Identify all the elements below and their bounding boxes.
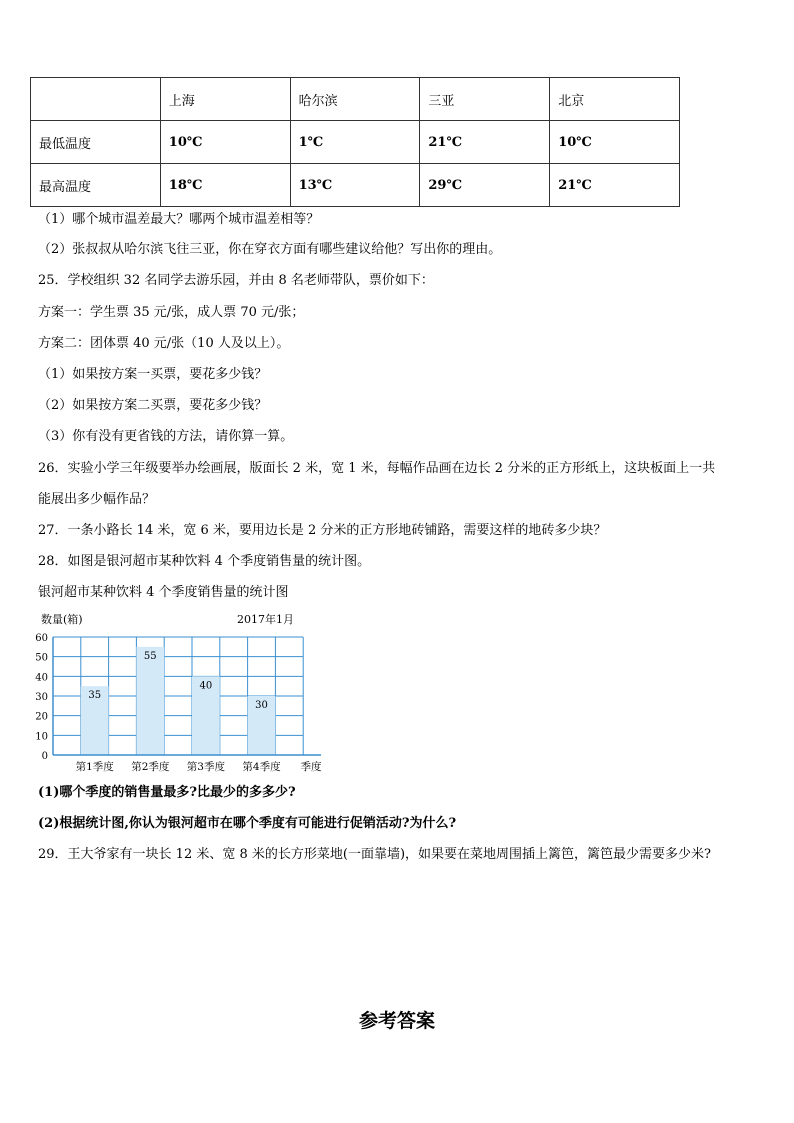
question-28-2: (2)根据统计图,你认为银河超市在哪个季度有可能进行促销活动?为什么? <box>38 816 457 831</box>
data-label: 40 <box>199 680 213 692</box>
bar <box>136 647 164 755</box>
x-axis-label: 季度 <box>300 761 322 773</box>
table-cell: 21℃ <box>420 121 550 164</box>
sales-bar-chart <box>33 605 333 775</box>
table-cell: 最低温度 <box>31 121 161 164</box>
question-28-1: (1)哪个季度的销售量最多?比最少的多多少? <box>38 785 296 800</box>
question-27: 27．一条小路长 14 米，宽 6 米，要用边长是 2 分米的正方形地砖铺路，需要这样的地砖多少块？ <box>38 523 607 538</box>
x-tick-label: 第2季度 <box>131 761 170 773</box>
question-25-3: （3）你有没有更省钱的方法，请你算一算。 <box>38 429 294 444</box>
question-26: 26．实验小学三年级要举办绘画展，版面长 2 米，宽 1 米，每幅作品画在边长 2 分米的正方形纸上，这块板面上一共 <box>38 461 716 476</box>
table-cell: 北京 <box>550 78 680 121</box>
y-tick-label: 10 <box>35 731 48 743</box>
y-axis-label: 数量(箱) <box>41 613 83 626</box>
table-cell: 18℃ <box>160 164 290 207</box>
data-label: 55 <box>143 650 157 662</box>
question-25-plan-2: 方案二：团体票 40 元/张（10 人及以上）。 <box>38 336 290 351</box>
answer-section-title: 参考答案 <box>358 1010 435 1032</box>
question-25: 25．学校组织 32 名同学去游乐园，并由 8 名老师带队，票价如下： <box>38 273 434 288</box>
y-tick-label: 40 <box>35 672 48 684</box>
x-tick-label: 第3季度 <box>186 761 225 773</box>
table-row <box>31 121 680 164</box>
question-29: 29．王大爷家有一块长 12 米、宽 8 米的长方形菜地(一面靠墙)，如果要在菜地周围插上篱笆，篱笆最少需要多少米? <box>38 847 711 862</box>
chart-date-label: 2017年1月 <box>237 613 294 626</box>
data-label: 35 <box>88 690 102 702</box>
temperature-table <box>30 77 680 207</box>
table-cell: 最高温度 <box>31 164 161 207</box>
question-25-plan-1: 方案一：学生票 35 元/张，成人票 70 元/张； <box>38 305 305 320</box>
y-tick-label: 30 <box>35 692 48 703</box>
question-25-1: （1）如果按方案一买票，要花多少钱？ <box>38 367 268 382</box>
table-row <box>31 164 680 207</box>
table-cell: 上海 <box>160 78 290 121</box>
data-label: 30 <box>255 700 268 711</box>
table-cell: 三亚 <box>420 78 550 121</box>
table-cell <box>31 78 161 121</box>
y-tick-label: 50 <box>35 652 48 664</box>
question-26-cont: 能展出多少幅作品？ <box>38 492 156 507</box>
table-header-row <box>31 78 680 121</box>
y-tick-label: 0 <box>41 751 48 762</box>
table-cell: 10℃ <box>550 121 680 164</box>
x-tick-label: 第1季度 <box>75 761 114 773</box>
table-cell: 1℃ <box>290 121 420 164</box>
table-cell: 29℃ <box>420 164 550 207</box>
table-cell: 10℃ <box>160 121 290 164</box>
table-cell: 13℃ <box>290 164 420 207</box>
y-tick-label: 60 <box>35 633 48 644</box>
y-tick-label: 20 <box>35 711 48 723</box>
question-24-1: （1）哪个城市温差最大？哪两个城市温差相等？ <box>38 212 320 227</box>
chart-title: 银河超市某种饮料 4 个季度销售量的统计图 <box>38 585 289 600</box>
question-25-2: （2）如果按方案二买票，要花多少钱？ <box>38 398 268 413</box>
table-cell: 哈尔滨 <box>290 78 420 121</box>
question-24-2: （2）张叔叔从哈尔滨飞往三亚，你在穿衣方面有哪些建议给他？写出你的理由。 <box>38 242 502 257</box>
table-cell: 21℃ <box>550 164 680 207</box>
x-tick-label: 第4季度 <box>242 761 281 773</box>
question-28: 28．如图是银河超市某种饮料 4 个季度销售量的统计图。 <box>38 554 371 569</box>
